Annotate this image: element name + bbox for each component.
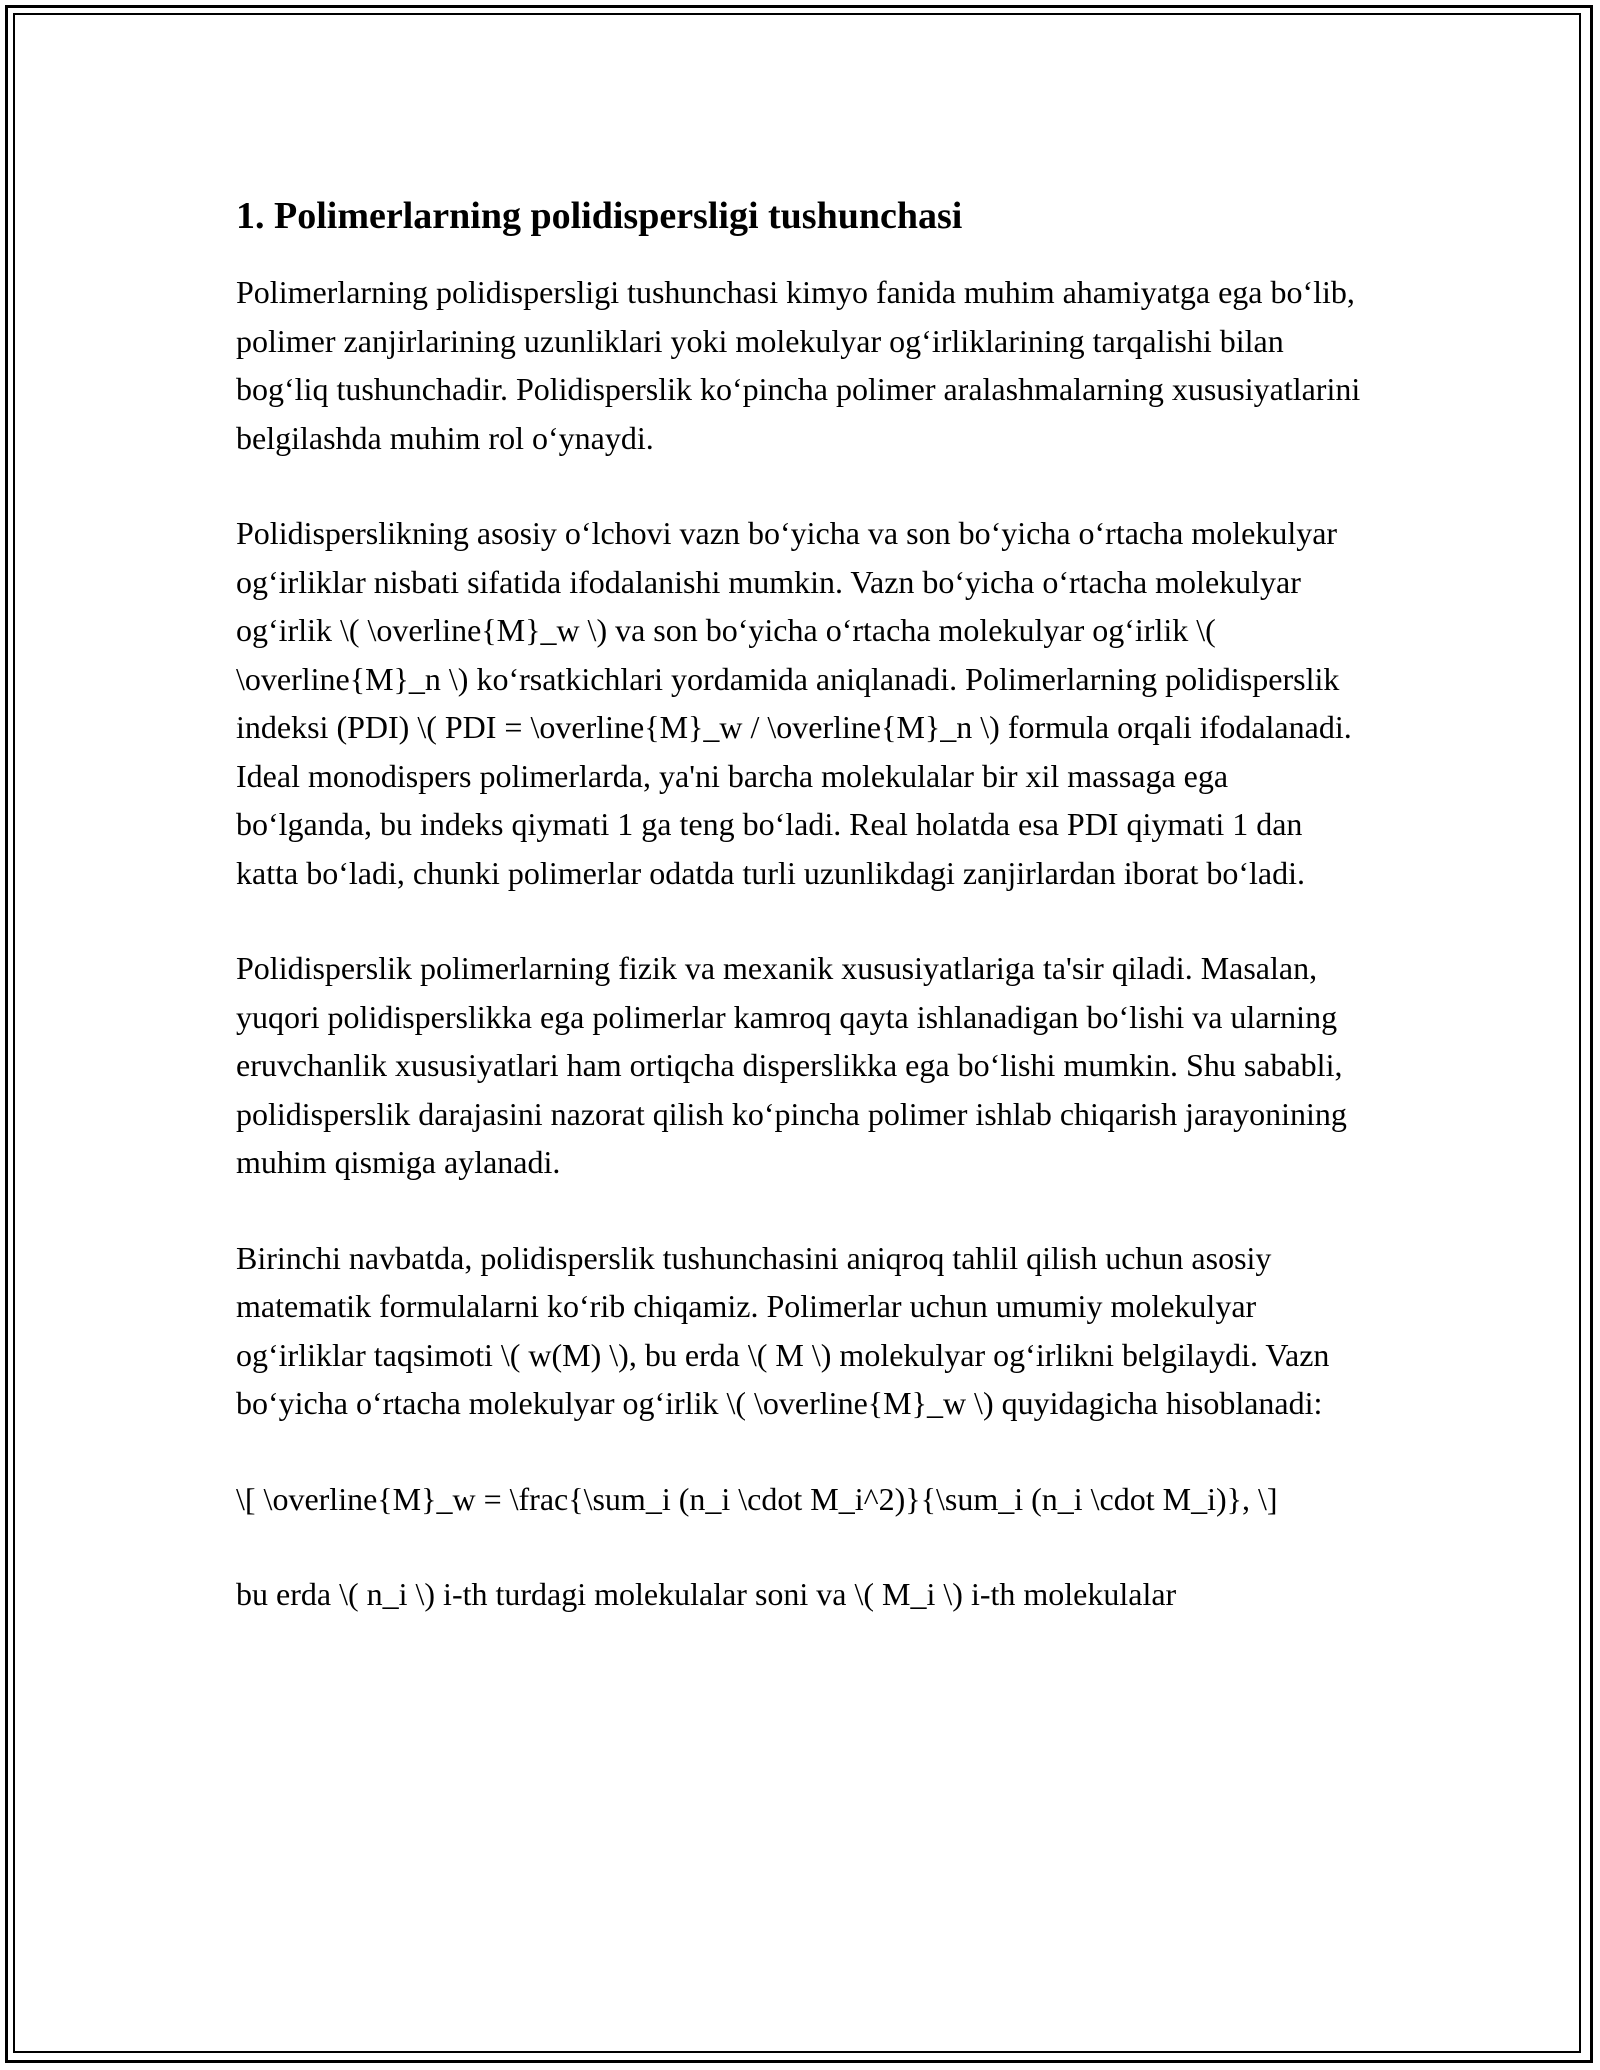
paragraph-intro: Polimerlarning polidispersligi tushunchasi kimyo fanida muhim ahamiyatga ega bo‘lib, polimer zanjirlarining uzunliklari yoki molekulyar og‘irliklarining tarqalishi bilan bog‘liq tushunchadir. Polidisperslik ko‘pincha polimer aralashmalarning xususiyatlarini belgilashda muhim rol o‘ynaydi. — [236, 274, 1361, 456]
document-body — [236, 186, 1366, 1666]
paragraph-pdi-definition: Polidisperslikning asosiy o‘lchovi vazn bo‘yicha va son bo‘yicha o‘rtacha molekulyar og‘irliklar nisbati sifatida ifodalanishi mumkin. Vazn bo‘yicha o‘rtacha molekulyar og‘irlik \( \overline{M}_w \) va son bo‘yicha o‘rtacha molekulyar og‘irlik \( \overline{M}_n \) ko‘rsatkichlari yordamida aniqlanadi. Polimerlarning polidisperslik indeksi (PDI) \( PDI = \overline{M}_w / \overline{M}_n \) formula orqali ifodalanadi. Ideal monodispers polimerlarda, ya'ni barcha molekulalar bir xil massaga ega bo‘lganda, bu indeks qiymati 1 ga teng bo‘ladi. Real holatda esa PDI qiymati 1 dan katta bo‘ladi, chunki polimerlar odatda turli uzunlikdagi zanjirlardan iborat bo‘ladi. — [236, 515, 1352, 891]
paragraph-formula-explanation: bu erda \( n_i \) i-th turdagi molekulalar soni va \( M_i \) i-th molekulalar — [236, 1576, 1177, 1612]
paragraph-properties: Polidisperslik polimerlarning fizik va mexanik xususiyatlariga ta'sir qiladi. Masalan, yuqori polidisperslikka ega polimerlar kamroq qayta ishlanadigan bo‘lishi va ularning eruvchanlik xususiyatlari ham ortiqcha disperslikka ega bo‘lishi mumkin. Shu sababli, polidisperslik darajasini nazorat qilish ko‘pincha polimer ishlab chiqarish jarayonining muhim qismiga aylanadi. — [236, 950, 1347, 1180]
paragraph-formulas-intro: Birinchi navbatda, polidisperslik tushunchasini aniqroq tahlil qilish uchun asosiy matematik formulalarni ko‘rib chiqamiz. Polimerlar uchun umumiy molekulyar og‘irliklar taqsimoti \( w(M) \), bu erda \( M \) molekulyar og‘irlikni belgilaydi. Vazn bo‘yicha o‘rtacha molekulyar og‘irlik \( \overline{M}_w \) quyidagicha hisoblanadi: — [236, 1239, 1330, 1421]
formula-mw: \[ \overline{M}_w = \frac{\sum_i (n_i \cdot M_i^2)}{\sum_i (n_i \cdot M_i)}, \] — [236, 1480, 1278, 1517]
section-heading: 1. Polimerlarning polidispersligi tushunchasi — [236, 195, 963, 237]
